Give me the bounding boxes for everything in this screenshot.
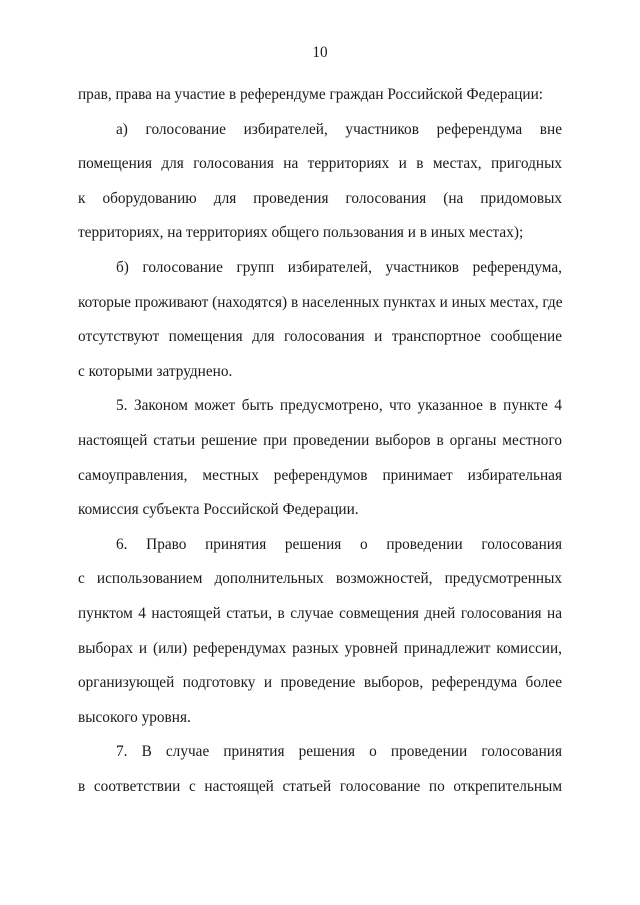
text-line: б) голосование групп избирателей, участников референдума, [116, 258, 562, 276]
text-line: а) голосование избирателей, участников референдума вне [116, 120, 562, 138]
text-line: 6. Право принятия решения о проведении голосования [116, 535, 562, 553]
text-line: 7. В случае принятия решения о проведении голосования [116, 743, 562, 761]
text-line: в соответствии с настоящей статьей голосование по открепительным [78, 777, 562, 795]
document-body [78, 78, 562, 804]
text-line: с которыми затруднено. [78, 362, 233, 380]
text-line: пунктом 4 настоящей статьи, в случае совмещения дней голосования на [78, 604, 562, 622]
text-line: с использованием дополнительных возможностей, предусмотренных [78, 570, 562, 588]
text-line: самоуправления, местных референдумов принимает избирательная [78, 466, 562, 484]
text-line: которые проживают (находятся) в населенных пунктах и иных местах, где [78, 293, 563, 311]
text-line: высокого уровня. [78, 708, 191, 726]
text-line: настоящей статьи решение при проведении выборов в органы местного [78, 431, 562, 449]
text-line: территориях, на территориях общего пользования и в иных местах); [78, 224, 524, 242]
text-line: к оборудованию для проведения голосования (на придомовых [78, 189, 562, 207]
text-line: 5. Законом может быть предусмотрено, что указанное в пункте 4 [116, 397, 562, 415]
page-number: 10 [312, 44, 328, 61]
text-line: организующей подготовку и проведение выборов, референдума более [78, 674, 562, 692]
text-line: комиссия субъекта Российской Федерации. [78, 501, 359, 519]
text-line: прав, права на участие в референдуме граждан Российской Федерации: [78, 86, 544, 103]
text-line: помещения для голосования на территориях и в местах, пригодных [78, 155, 562, 173]
text-line: отсутствуют помещения для голосования и транспортное сообщение [78, 328, 562, 346]
text-line: выборах и (или) референдумах разных уровней принадлежит комиссии, [78, 639, 562, 657]
